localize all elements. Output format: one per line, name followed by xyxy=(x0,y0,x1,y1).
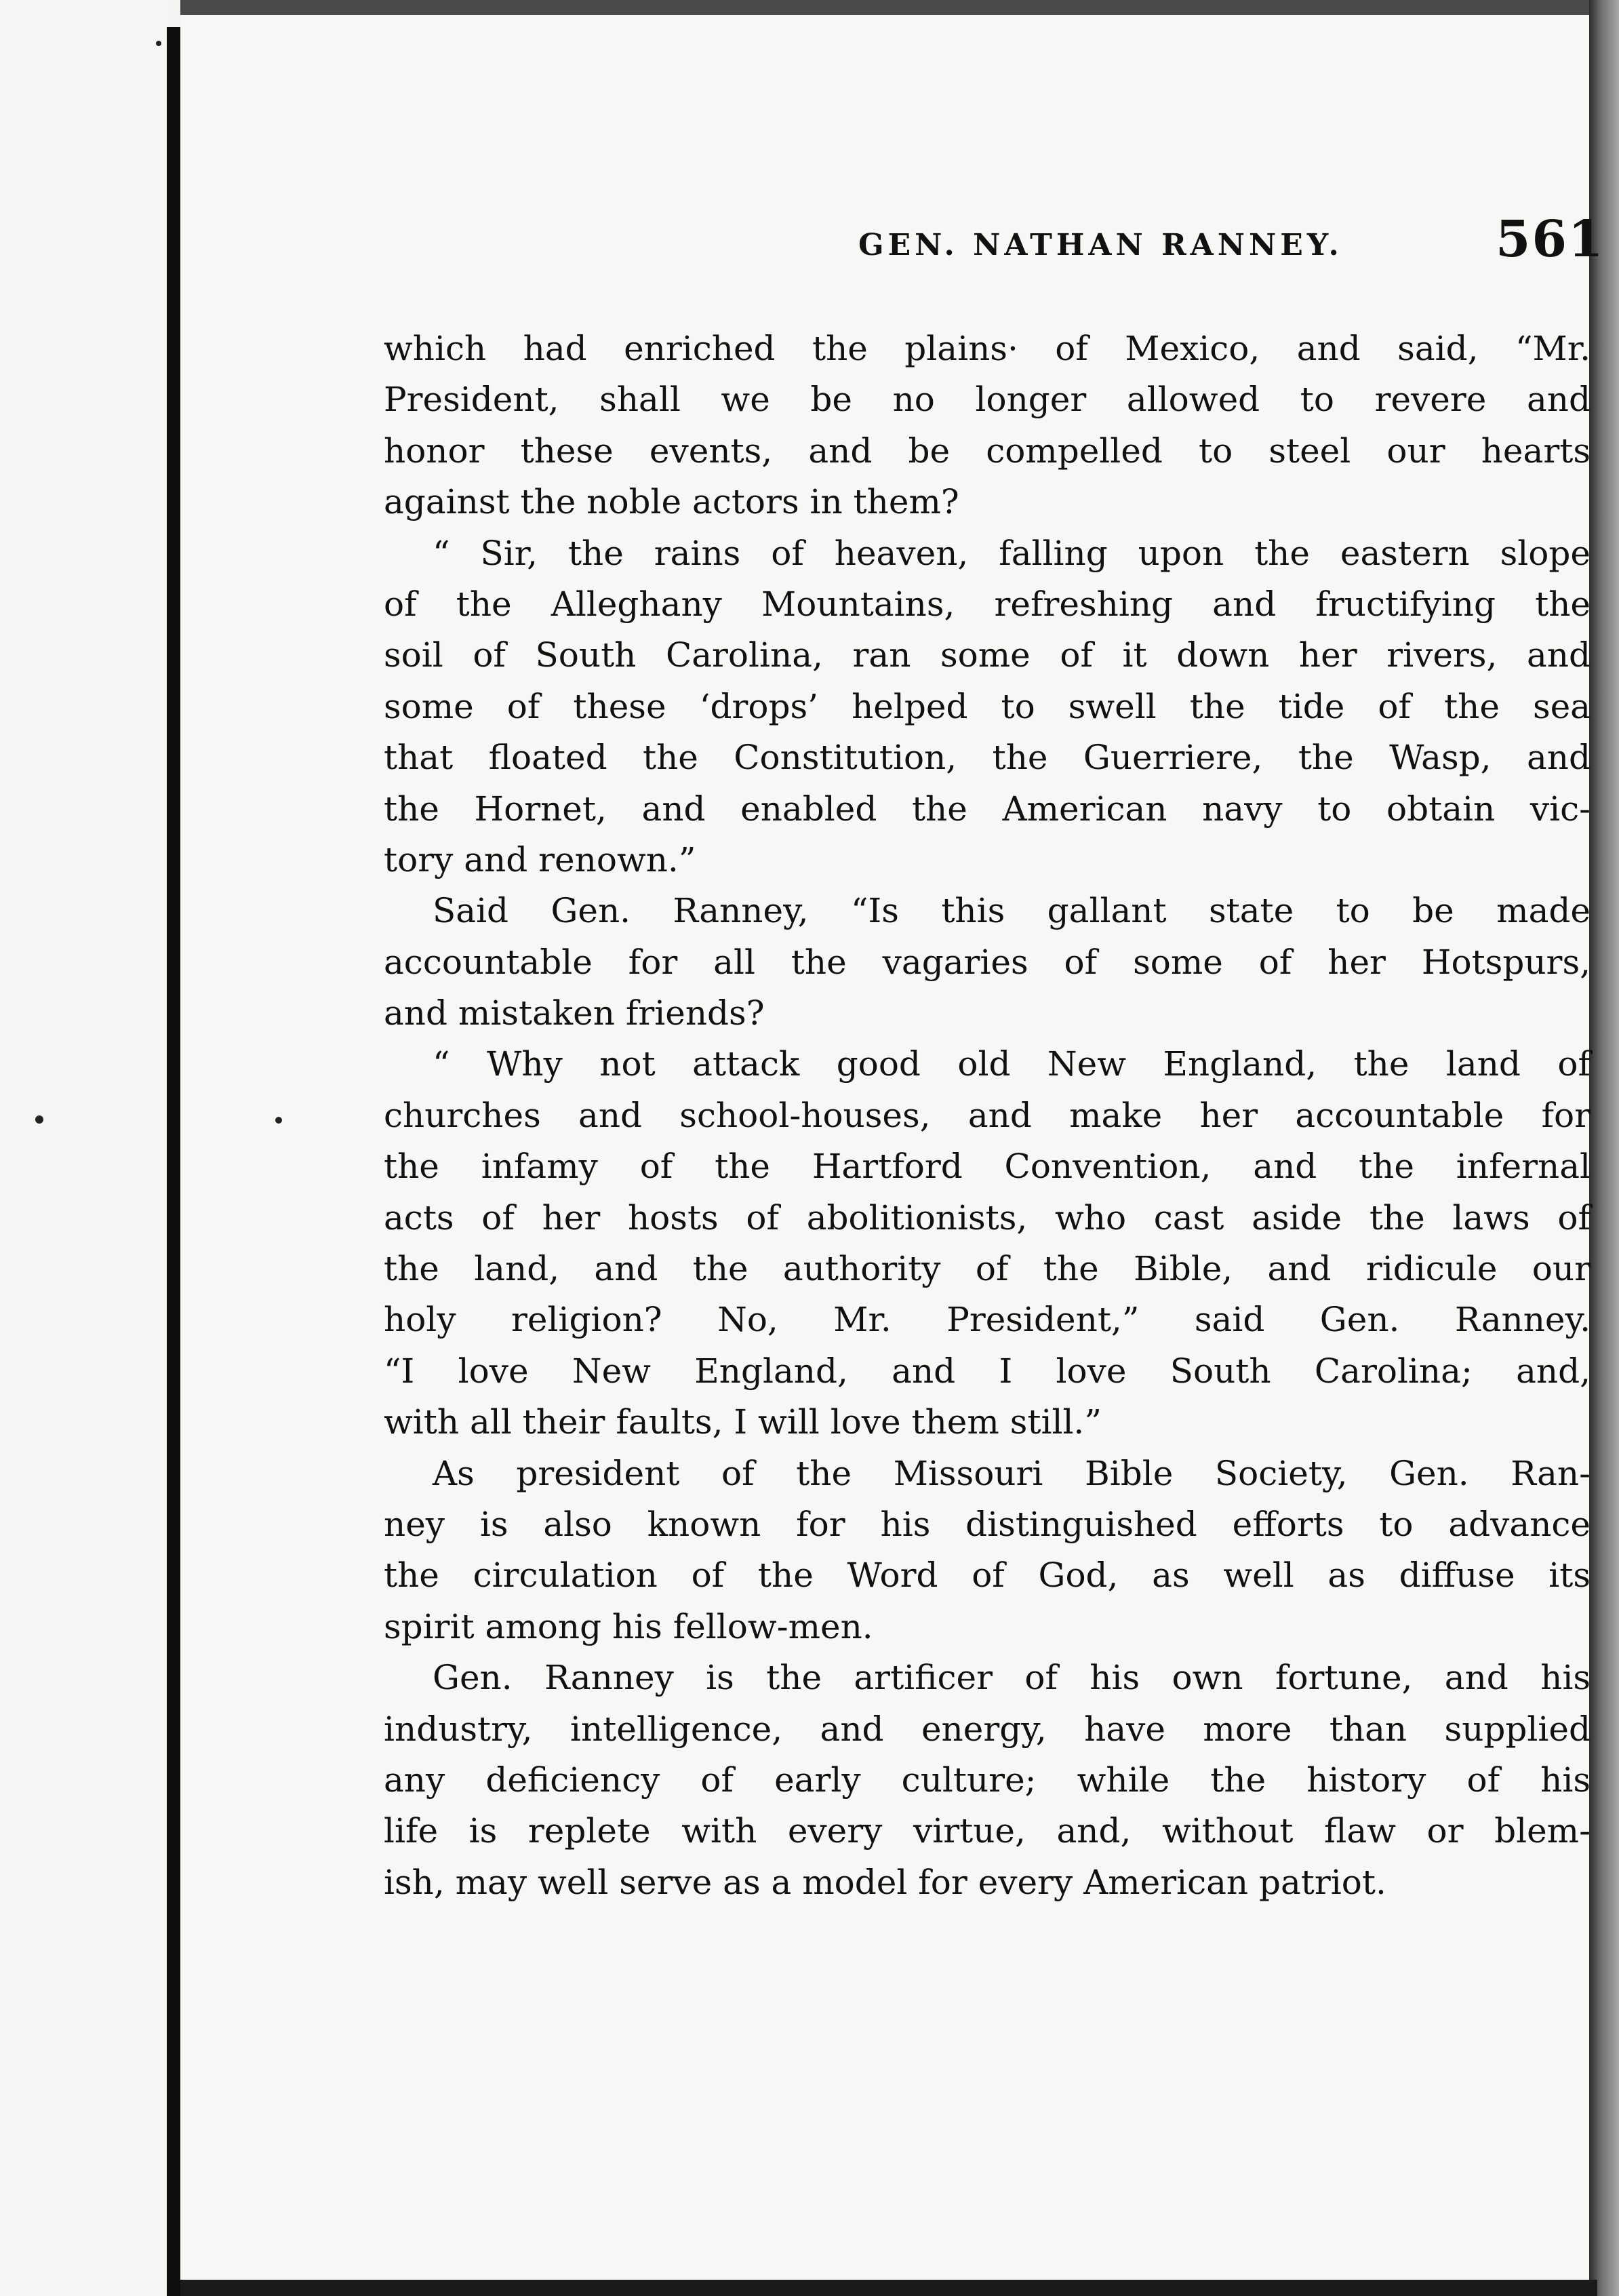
text-line: soil of South Carolina, ran some of it down her rivers, and xyxy=(384,635,1591,675)
text-line: some of these ‘drops’ helped to swell the tide of the sea xyxy=(384,686,1591,726)
page-header xyxy=(858,205,1605,286)
text-line: churches and school-houses, and make her accountable for xyxy=(384,1095,1591,1135)
text-line: with all their faults, I will love them still.” xyxy=(384,1402,1102,1442)
text-line: which had enriched the plains· of Mexico, and said, “Mr. xyxy=(384,329,1591,368)
facing-page-edge xyxy=(0,0,168,2296)
text-line: President, shall we be no longer allowed to revere and xyxy=(384,380,1591,420)
page-top-edge xyxy=(180,0,1597,15)
text-line: honor these events, and be compelled to steel our hearts xyxy=(384,431,1591,471)
print-speck xyxy=(35,1115,43,1124)
book-page xyxy=(180,15,1605,2280)
text-line: life is replete with every virtue, and, without flaw or blem- xyxy=(384,1811,1591,1851)
print-speck xyxy=(275,1117,282,1124)
text-line: accountable for all the vagaries of some of her Hotspurs, xyxy=(384,942,1591,982)
text-line: “ Why not attack good old New England, the land of xyxy=(433,1044,1591,1084)
text-line: spirit among his fellow-men. xyxy=(384,1606,873,1646)
text-line: acts of her hosts of abolitionists, who cast aside the laws of xyxy=(384,1198,1591,1238)
running-head: GEN. NATHAN RANNEY. xyxy=(858,228,1343,262)
text-line: Gen. Ranney is the artificer of his own fortune, and his xyxy=(433,1658,1591,1698)
text-line: holy religion? No, Mr. President,” said Gen. Ranney. xyxy=(384,1300,1591,1340)
text-line: ish, may well serve as a model for every American patriot. xyxy=(384,1862,1386,1902)
text-line: against the noble actors in them? xyxy=(384,482,959,522)
text-line: and mistaken friends? xyxy=(384,993,765,1033)
text-line: “I love New England, and I love South Carolina; and, xyxy=(384,1351,1591,1391)
text-line: the Hornet, and enabled the American navy to obtain vic- xyxy=(384,789,1591,829)
print-speck xyxy=(156,41,161,46)
text-line: industry, intelligence, and energy, have more than supplied xyxy=(384,1709,1591,1749)
text-line: that floated the Constitution, the Guerriere, the Wasp, and xyxy=(384,738,1591,778)
page-bottom-edge xyxy=(180,2280,1597,2296)
text-line: Said Gen. Ranney, “Is this gallant state to be made xyxy=(433,891,1591,931)
text-line: any deficiency of early culture; while the history of his xyxy=(384,1760,1591,1800)
text-line: “ Sir, the rains of heaven, falling upon the eastern slope xyxy=(433,533,1591,573)
text-line: ney is also known for his distinguished efforts to advance xyxy=(384,1504,1591,1544)
text-line: the land, and the authority of the Bible, and ridicule our xyxy=(384,1249,1591,1289)
page-right-edge xyxy=(1589,0,1619,2296)
page-number: 561 xyxy=(1496,210,1605,269)
text-line: of the Alleghany Mountains, refreshing and fructifying the xyxy=(384,584,1591,624)
text-line: the circulation of the Word of God, as well as diffuse its xyxy=(384,1556,1591,1596)
body-text xyxy=(384,323,1591,1908)
book-binding-shadow xyxy=(167,27,180,2296)
text-line: tory and renown.” xyxy=(384,839,696,879)
text-line: the infamy of the Hartford Convention, and the infernal xyxy=(384,1147,1591,1187)
text-line: As president of the Missouri Bible Society, Gen. Ran- xyxy=(433,1453,1591,1493)
